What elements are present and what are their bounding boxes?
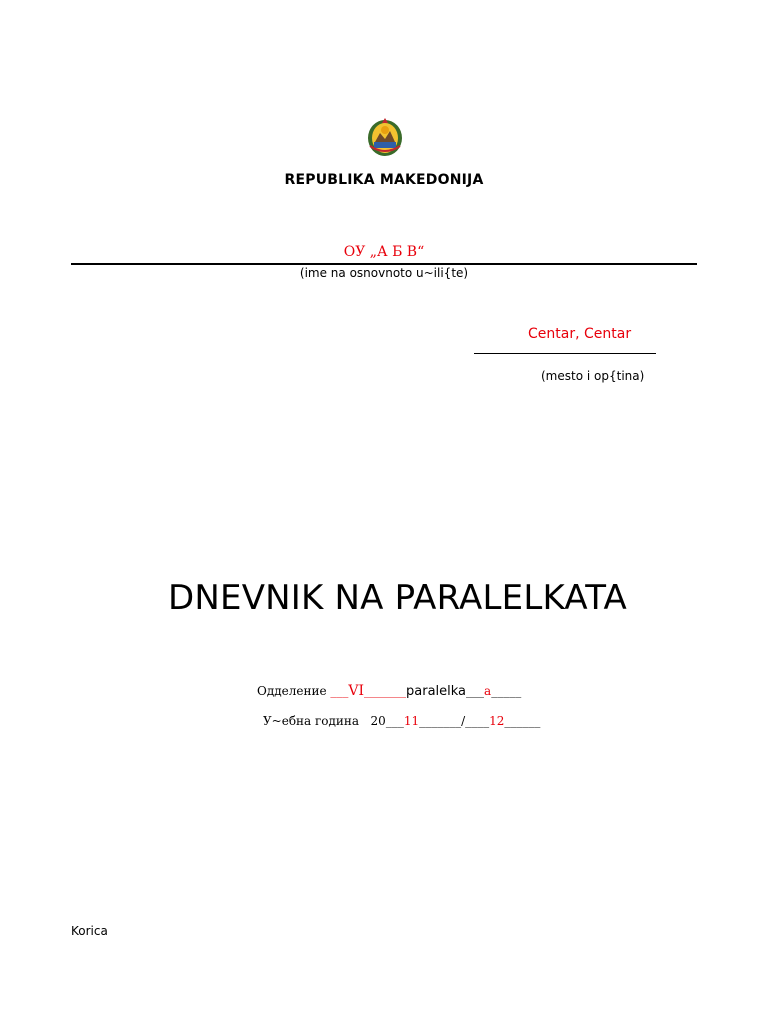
year-blank-2: _______ <box>419 714 462 728</box>
grade-pre-blank: ___ <box>330 684 349 698</box>
year-slash: / <box>461 714 466 728</box>
grade-label: Одделение <box>257 684 331 698</box>
grade-line <box>257 683 521 699</box>
school-name-underline <box>71 263 697 265</box>
year-prefix: 20 <box>370 714 386 728</box>
place-underline <box>474 353 656 354</box>
place-value: Centar, Centar <box>528 326 632 342</box>
year-end-value: 12 <box>489 714 505 728</box>
paralelka-pre-blank: ___ <box>466 684 485 698</box>
year-blank-4: ______ <box>504 714 541 728</box>
paralelka-post-blank: _____ <box>491 684 522 698</box>
school-name: ОУ „А Б В“ <box>343 244 425 260</box>
grade-post-blank: _______ <box>364 684 406 698</box>
year-start-value: 11 <box>403 714 420 728</box>
country-title: REPUBLIKA MAKEDONIJA <box>284 172 484 188</box>
document-title: DNEVNIK NA PARALELKATA <box>168 578 627 618</box>
school-year-label: У~ебна година <box>263 714 360 728</box>
grade-value: VI <box>348 683 364 699</box>
school-year-line <box>263 714 540 728</box>
year-blank-3: ____ <box>465 714 490 728</box>
year-blank-1: ___ <box>385 714 404 728</box>
footer-label: Korica <box>71 924 108 938</box>
coat-of-arms-icon <box>366 116 404 158</box>
place-caption: (mesto i op{tina) <box>541 369 645 383</box>
school-name-caption: (ime na osnovnoto u~ili{te) <box>299 266 469 280</box>
paralelka-label: paralelka <box>406 684 467 699</box>
paralelka-value: a <box>484 684 492 698</box>
